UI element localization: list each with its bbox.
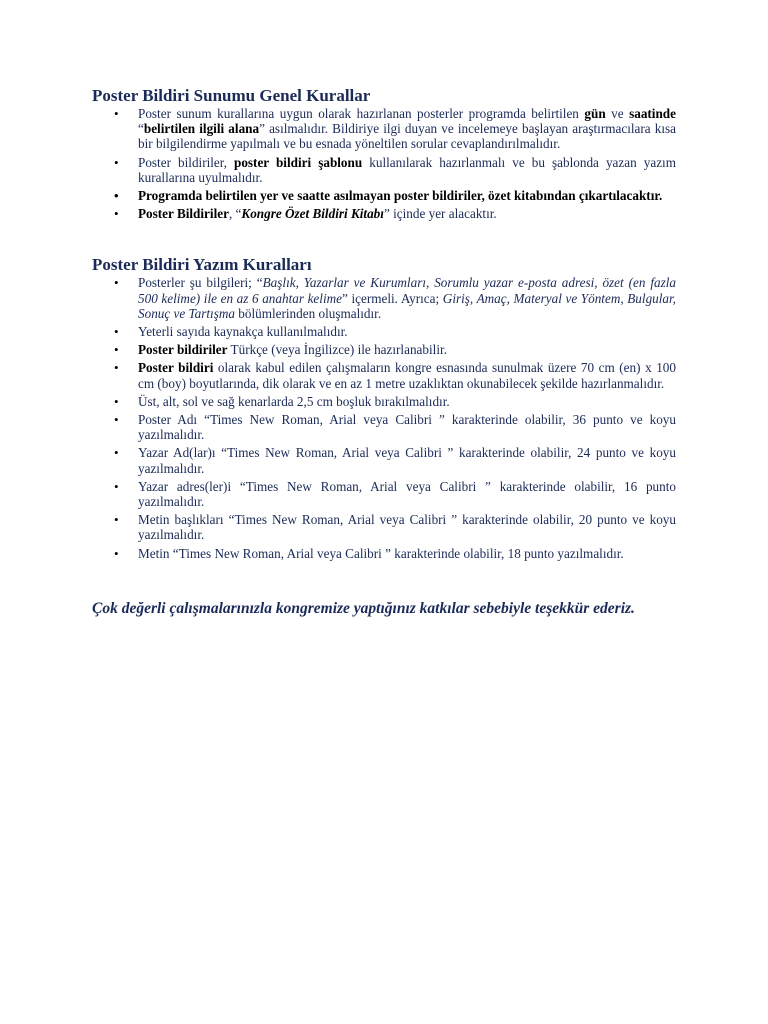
- list-item: • Poster bildiri olarak kabul edilen çalışmaların kongre esnasında sunulmak üzere 70 cm (en) x 100 cm (boy) boyutlarında, dik olarak ve en az 1 metre uzaklıktan okunabilecek şekilde hazırlanmalıdır.: [138, 360, 676, 390]
- document-body: [92, 86, 676, 633]
- list-item: • Yeterli sayıda kaynakça kullanılmalıdır.: [138, 324, 676, 339]
- section-title-writing-rules: Poster Bildiri Yazım Kuralları: [92, 255, 312, 275]
- list-item: • Poster bildiriler, poster bildiri şablonu kullanılarak hazırlanmalı ve bu şablonda yazan yazım kurallarına uyulmalıdır.: [138, 155, 676, 185]
- list-item: • Posterler şu bilgileri; “Başlık, Yazarlar ve Kurumları, Sorumlu yazar e-posta adresi, özet (en fazla 500 kelime) ile en az 6 anahtar kelime” içermeli. Ayrıca; Giriş, Amaç, Materyal ve Yöntem, Bulgular, Sonuç ve Tartışma bölümlerinden oluşmalıdır.: [138, 275, 676, 321]
- list-item: • Poster bildiriler Türkçe (veya İngilizce) ile hazırlanabilir.: [138, 342, 676, 357]
- general-rules-list: [92, 106, 676, 221]
- closing-thanks: Çok değerli çalışmalarınızla kongremize yaptığınız katkılar sebebiyle teşekkür ederiz.: [92, 599, 635, 617]
- list-item: • Yazar adres(ler)i “Times New Roman, Arial veya Calibri ” karakterinde olabilir, 16 punto yazılmalıdır.: [138, 479, 676, 509]
- list-item: • Metin “Times New Roman, Arial veya Calibri ” karakterinde olabilir, 18 punto yazılmalıdır.: [138, 546, 676, 561]
- list-item: • Programda belirtilen yer ve saatte asılmayan poster bildiriler, özet kitabından çıkartılacaktır.: [138, 188, 676, 203]
- section-title-general-rules: Poster Bildiri Sunumu Genel Kurallar: [92, 86, 371, 105]
- list-item: • Metin başlıkları “Times New Roman, Arial veya Calibri ” karakterinde olabilir, 20 punto ve koyu yazılmalıdır.: [138, 512, 676, 542]
- writing-rules-list: [92, 275, 676, 560]
- list-item: • Poster Bildiriler, “Kongre Özet Bildiri Kitabı” içinde yer alacaktır.: [138, 206, 676, 221]
- list-item: • Poster sunum kurallarına uygun olarak hazırlanan posterler programda belirtilen gün ve saatinde “belirtilen ilgili alana” asılmalıdır. Bildiriye ilgi duyan ve incelemeye başlayan araştırmacılara kısa bir bilgilendirme yapılmalı ve bu esnada yöneltilen sorular cevaplandırılmalıdır.: [138, 106, 676, 152]
- list-item: • Poster Adı “Times New Roman, Arial veya Calibri ” karakterinde olabilir, 36 punto ve koyu yazılmalıdır.: [138, 412, 676, 442]
- list-item: • Üst, alt, sol ve sağ kenarlarda 2,5 cm boşluk bırakılmalıdır.: [138, 394, 676, 409]
- list-item: • Yazar Ad(lar)ı “Times New Roman, Arial veya Calibri ” karakterinde olabilir, 24 punto ve koyu yazılmalıdır.: [138, 445, 676, 475]
